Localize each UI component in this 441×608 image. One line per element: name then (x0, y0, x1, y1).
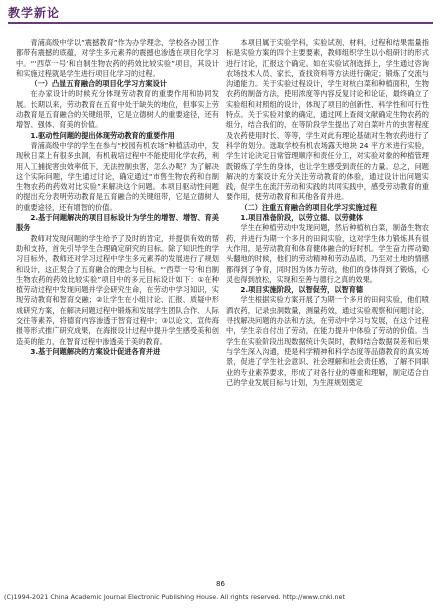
paragraph: 学生根据实验方案开展了为期一个多月的田间实验，他们喷洒农药，记录虫洞数量，测量药效，通过实验观察和问题讨论，寻找解决问题的办法和方法，在劳动中学习与发展，在这个过程中，学生亲自付出了劳动，在能力提升中体验了劳动的价值。当学生在实验阶段出现数据统计失误时，教师结合数据误差和后果与学生深入沟通，使是科学精神和科学态度等品德教育的真实场景，促进了学生社会意识、社会理解和社会责任感，了解不同职业的专业素养要求，形成了对各行业的尊重和理解，制定适合自己的学业发展目标与计划，为生涯规划奠定 (226, 295, 429, 387)
section-heading: （一）凸显五育融合的项目化学习方案设计 (30, 79, 167, 89)
section-heading: 2.基于问题解决的项目目标设计为学生的增智、增智、育美服务 (16, 213, 219, 233)
running-header (0, 0, 441, 24)
section-heading: 3.基于问题解决的方案设计促进各育并进 (30, 346, 161, 356)
journal-section-title: 教学新论 (8, 6, 61, 20)
section-heading: 2.项目实施阶段，以智促劳，以智育德 (240, 285, 364, 295)
paragraph: 本项目属于实验学科，实验试剂、材料，过程和结果需量指标是实验方案的四个主要要素，教师组织学生以小组研讨的形式进行讨论，汇报这个确定。如在实验试剂选择上，学生通过咨询农场技术人员、家长，查找资料等方法进行确定；锻炼了交流与沟通能力。关于实验过程设计，学生对杭白菜和种植面积，生物农药的制备方法，使用浓度等内容反复讨论和论证，最终确立了实验组和对照组的设计，体现了项目的创新性、科学性和可行性特点。关于实验对象的确定，通过网上查阅文献确定生物农药的组分，结合我们的，在等阶段学生提出了对白菜叶片的虫害程度及农药使用时长、等等，学生对此有理论基础对生物农药进行了科学的划分。选取学校有机农场露天地块 24 平方米进行实验，学生讨论决定日常管理顺序和责任分工，对实验对象的种植管理既锻炼了学生的身体，也让学生感受到责任的力量。总之，问题解决的方案设计充分关注劳动教育的体验，通过设计出问题实践，促学生在流汗劳动和实践的共同实践中，感受劳动教育的重要作用，使劳动教育和其他各育并进。 (226, 38, 429, 202)
paragraph: 学生在种植劳动中发现问题，然后种植杭白菜，制备生物农药，并进行为期一个多月的田间实验，这对学生体力锻炼具有很大作用，是劳动教育和体育健体融合的好时机。学生奋力挥动锄头翻地的时候，他们的劳动精神和劳动品质，乃至对土地的情感都得到了争育，同时因为体力劳动，他们的身体得到了锻炼，心灵也得到放松，实现和至善与德行之真的效果。 (226, 223, 429, 284)
section-heading: 1.驱动性问题的提出体现劳动教育的重要作用 (30, 130, 175, 140)
left-text-column (16, 38, 219, 357)
paragraph: 教师对发现问题的学生给予了及时的肯定，并提供有效的帮助和支持，首先引导学生合理确定研究的目标。除了知识性的学习目标外，教师还对学习过程中学生多元素养的发展进行了规划和设计，这正契合了五育融合的理念与目标。“‘西草一号’和自制生物农药的药效比较实验”项目中的多元目标设计如下：①在种植劳动过程中发现问题并学会研究生命，在劳动中学习知识，实现劳动教育和智育交融；②让学生在小组讨论、汇报、质疑中形成研究方案，在解决问题过程中锻炼和发展学生团队合作、人际交往等素养，将德育内容渗透于智育过程中；③以论文、宣传海报等形式推广研究成果，在海报设计过程中提升学生感受美和创造美的能力，在智育过程中渗透美于美的教育。 (16, 233, 219, 346)
paragraph: 在办家设计的时候充分体现劳动教育的重要作用和协同发展。长期以来，劳动教育在五育中处于缺失的地位，但事实上劳动教育是五育融合的关键纽带，它是立德树人的重要途径，还有增智、强体、育美的价值。 (16, 89, 219, 130)
paragraph: 青浦高级中学以“震撼教育”作为办学理念，学校各办园工作都带有震撼的底蕴，对学生多元素养的震撼也渗透在项目化学习中。“‘西草一号’和自制生物农药的药效比较实验”项目，其设计和实施过程就是学生进行项目化学习的过程。 (16, 38, 219, 78)
copyright-footer: (C)1994-2021 China Academic Journal Electronic Publishing House. All rights reserved. http://www.cnki.net (4, 593, 346, 601)
section-heading: （二）注重五育融合的项目化学习实施过程 (240, 202, 377, 212)
page-number: 86 (216, 580, 225, 588)
right-text-column (226, 38, 429, 388)
header-rule (8, 22, 433, 24)
section-heading: 1.项目准备阶段，以劳立德、以劳健体 (240, 213, 364, 223)
paragraph: 青浦高级中学的学生在参与“校园有机农场”种植活动中，发现秋日菜上有很多虫洞，有机栽培过程中不能使用化学农药，利用人工捕捉害虫效率低下，无法控制虫害，怎么办呢？为了解决这个实际问题，学生通过讨论，确定通过“市售生物农药和自制生物农药的药效对比实验”来解决这个问题。本项目驱动性问题的提出充分表明劳动教育是五育融合的关键纽带，它是立德树人的重要途径，还有增智的价值。 (16, 140, 219, 212)
